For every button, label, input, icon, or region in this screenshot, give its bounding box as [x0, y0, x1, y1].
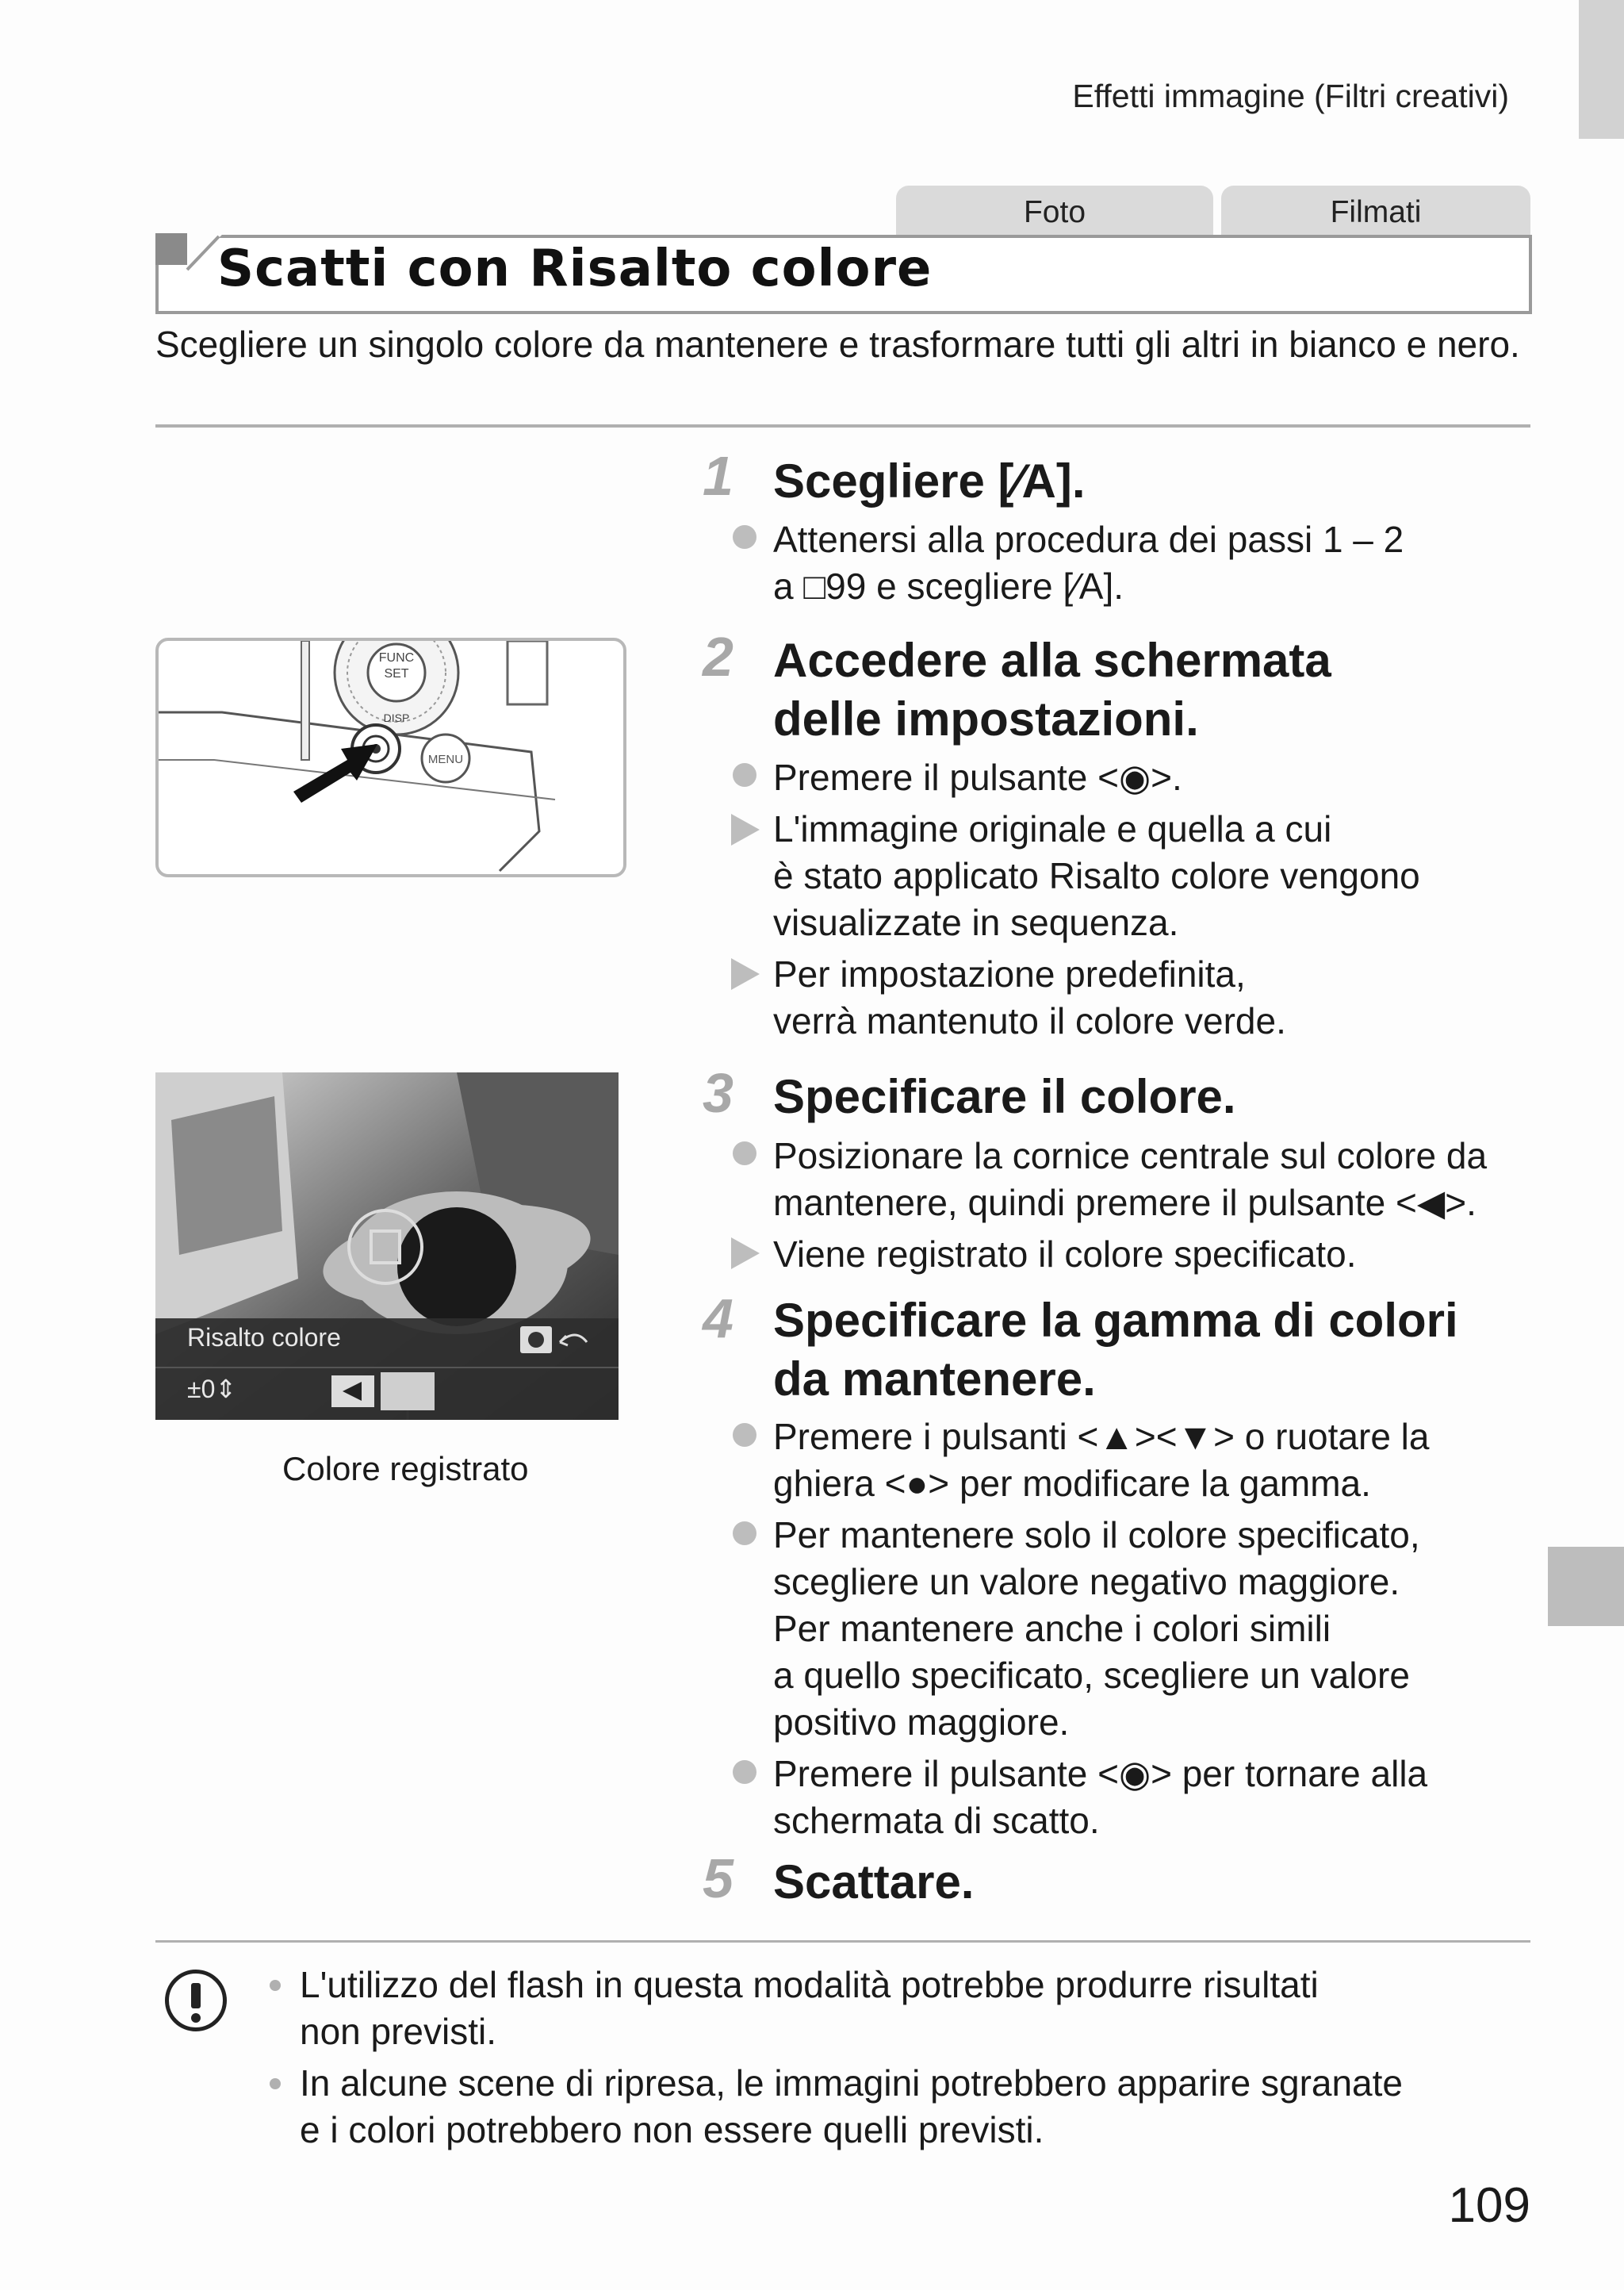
step-title: Scegliere [⁄A]. — [773, 455, 1086, 508]
step-title: Accedere alla schermata — [773, 634, 1331, 687]
svg-text:SET: SET — [384, 667, 409, 681]
bullet-line: Viene registrato il colore specificato. — [773, 1233, 1357, 1275]
bullet-line: Premere i pulsanti <▲><▼> o ruotare la — [773, 1416, 1430, 1457]
tab-foto: Foto — [896, 186, 1213, 235]
tab-filmati: Filmati — [1221, 186, 1530, 235]
running-header: Effetti immagine (Filtri creativi) — [1072, 78, 1509, 114]
bullet-line: scegliere un valore negativo maggiore. — [773, 1561, 1400, 1602]
divider — [155, 424, 1530, 428]
svg-text:FUNC: FUNC — [378, 651, 415, 665]
bullet-line: visualizzate in sequenza. — [773, 902, 1179, 943]
step-number: 3 — [703, 1062, 733, 1124]
bullet-line: Attenersi alla procedura dei passi 1 – 2 — [773, 519, 1404, 560]
svg-text:MENU: MENU — [427, 753, 464, 766]
bullet-line: ghiera <●> per modificare la gamma. — [773, 1463, 1371, 1504]
bullet-triangle-icon — [731, 1237, 760, 1269]
bullet-line: Per mantenere anche i colori simili — [773, 1608, 1331, 1649]
step-number: 5 — [703, 1847, 733, 1909]
svg-text:±0⇕: ±0⇕ — [187, 1375, 237, 1403]
page-number: 109 — [1448, 2178, 1530, 2233]
note-line: L'utilizzo del flash in questa modalità potrebbe produrre risultati — [300, 1964, 1319, 2005]
bullet-line: Premere il pulsante <◉>. — [773, 757, 1182, 798]
bullet-line: L'immagine originale e quella a cui — [773, 808, 1332, 850]
bullet-line: a □99 e scegliere [⁄A]. — [773, 566, 1124, 607]
bullet-line: Posizionare la cornice centrale sul colore da — [773, 1135, 1488, 1176]
note-line: e i colori potrebbero non essere quelli previsti. — [300, 2109, 1044, 2150]
bullet-line: schermata di scatto. — [773, 1800, 1100, 1841]
camera-back-illustration — [155, 638, 626, 877]
divider — [155, 1940, 1530, 1943]
bullet-line: positivo maggiore. — [773, 1701, 1070, 1743]
screen-caption: Colore registrato — [282, 1450, 529, 1487]
note-line: In alcune scene di ripresa, le immagini potrebbero apparire sgranate — [300, 2062, 1404, 2104]
bullet-dot-icon — [733, 1760, 756, 1784]
caution-icon — [165, 1970, 227, 2031]
step-title: da mantenere. — [773, 1352, 1096, 1406]
title-corner-decoration — [155, 233, 227, 313]
bullet-triangle-icon — [731, 958, 760, 990]
bullet-line: Premere il pulsante <◉> per tornare alla — [773, 1753, 1428, 1794]
bullet-line: Per impostazione predefinita, — [773, 953, 1246, 995]
step-title: delle impostazioni. — [773, 692, 1199, 746]
bullet-line: è stato applicato Risalto colore vengono — [773, 855, 1420, 896]
bullet-line: mantenere, quindi premere il pulsante <◀>. — [773, 1182, 1477, 1223]
section-intro: Scegliere un singolo colore da mantenere e trasformare tutti gli altri in bianco e nero. — [155, 324, 1520, 365]
svg-text:Risalto colore: Risalto colore — [187, 1323, 341, 1352]
bullet-dot-icon — [733, 1141, 756, 1165]
step-number: 4 — [703, 1287, 733, 1349]
step-title: Specificare il colore. — [773, 1070, 1236, 1123]
chapter-thumb-tab — [1579, 0, 1624, 139]
bullet-dot-icon — [733, 1423, 756, 1447]
section-title: Scatti con Risalto colore — [217, 240, 933, 298]
note-line: non previsti. — [300, 2011, 497, 2052]
bullet-dot-icon — [733, 1521, 756, 1545]
bullet-triangle-icon — [731, 814, 760, 846]
bullet-dot-icon — [733, 763, 756, 787]
step-number: 1 — [703, 445, 733, 507]
step-title: Specificare la gamma di colori — [773, 1294, 1458, 1347]
camera-screen-illustration — [155, 1072, 619, 1420]
step-number: 2 — [703, 626, 733, 688]
section-thumb-tab — [1548, 1547, 1624, 1626]
bullet-line: verrà mantenuto il colore verde. — [773, 1000, 1286, 1041]
bullet-line: a quello specificato, scegliere un valore — [773, 1655, 1410, 1696]
svg-text:DISP: DISP — [383, 712, 410, 724]
bullet-line: Per mantenere solo il colore specificato, — [773, 1514, 1420, 1555]
bullet-dot-icon — [733, 525, 756, 549]
note-bullet-icon — [270, 2078, 281, 2089]
step-title: Scattare. — [773, 1855, 975, 1908]
note-bullet-icon — [270, 1980, 281, 1991]
